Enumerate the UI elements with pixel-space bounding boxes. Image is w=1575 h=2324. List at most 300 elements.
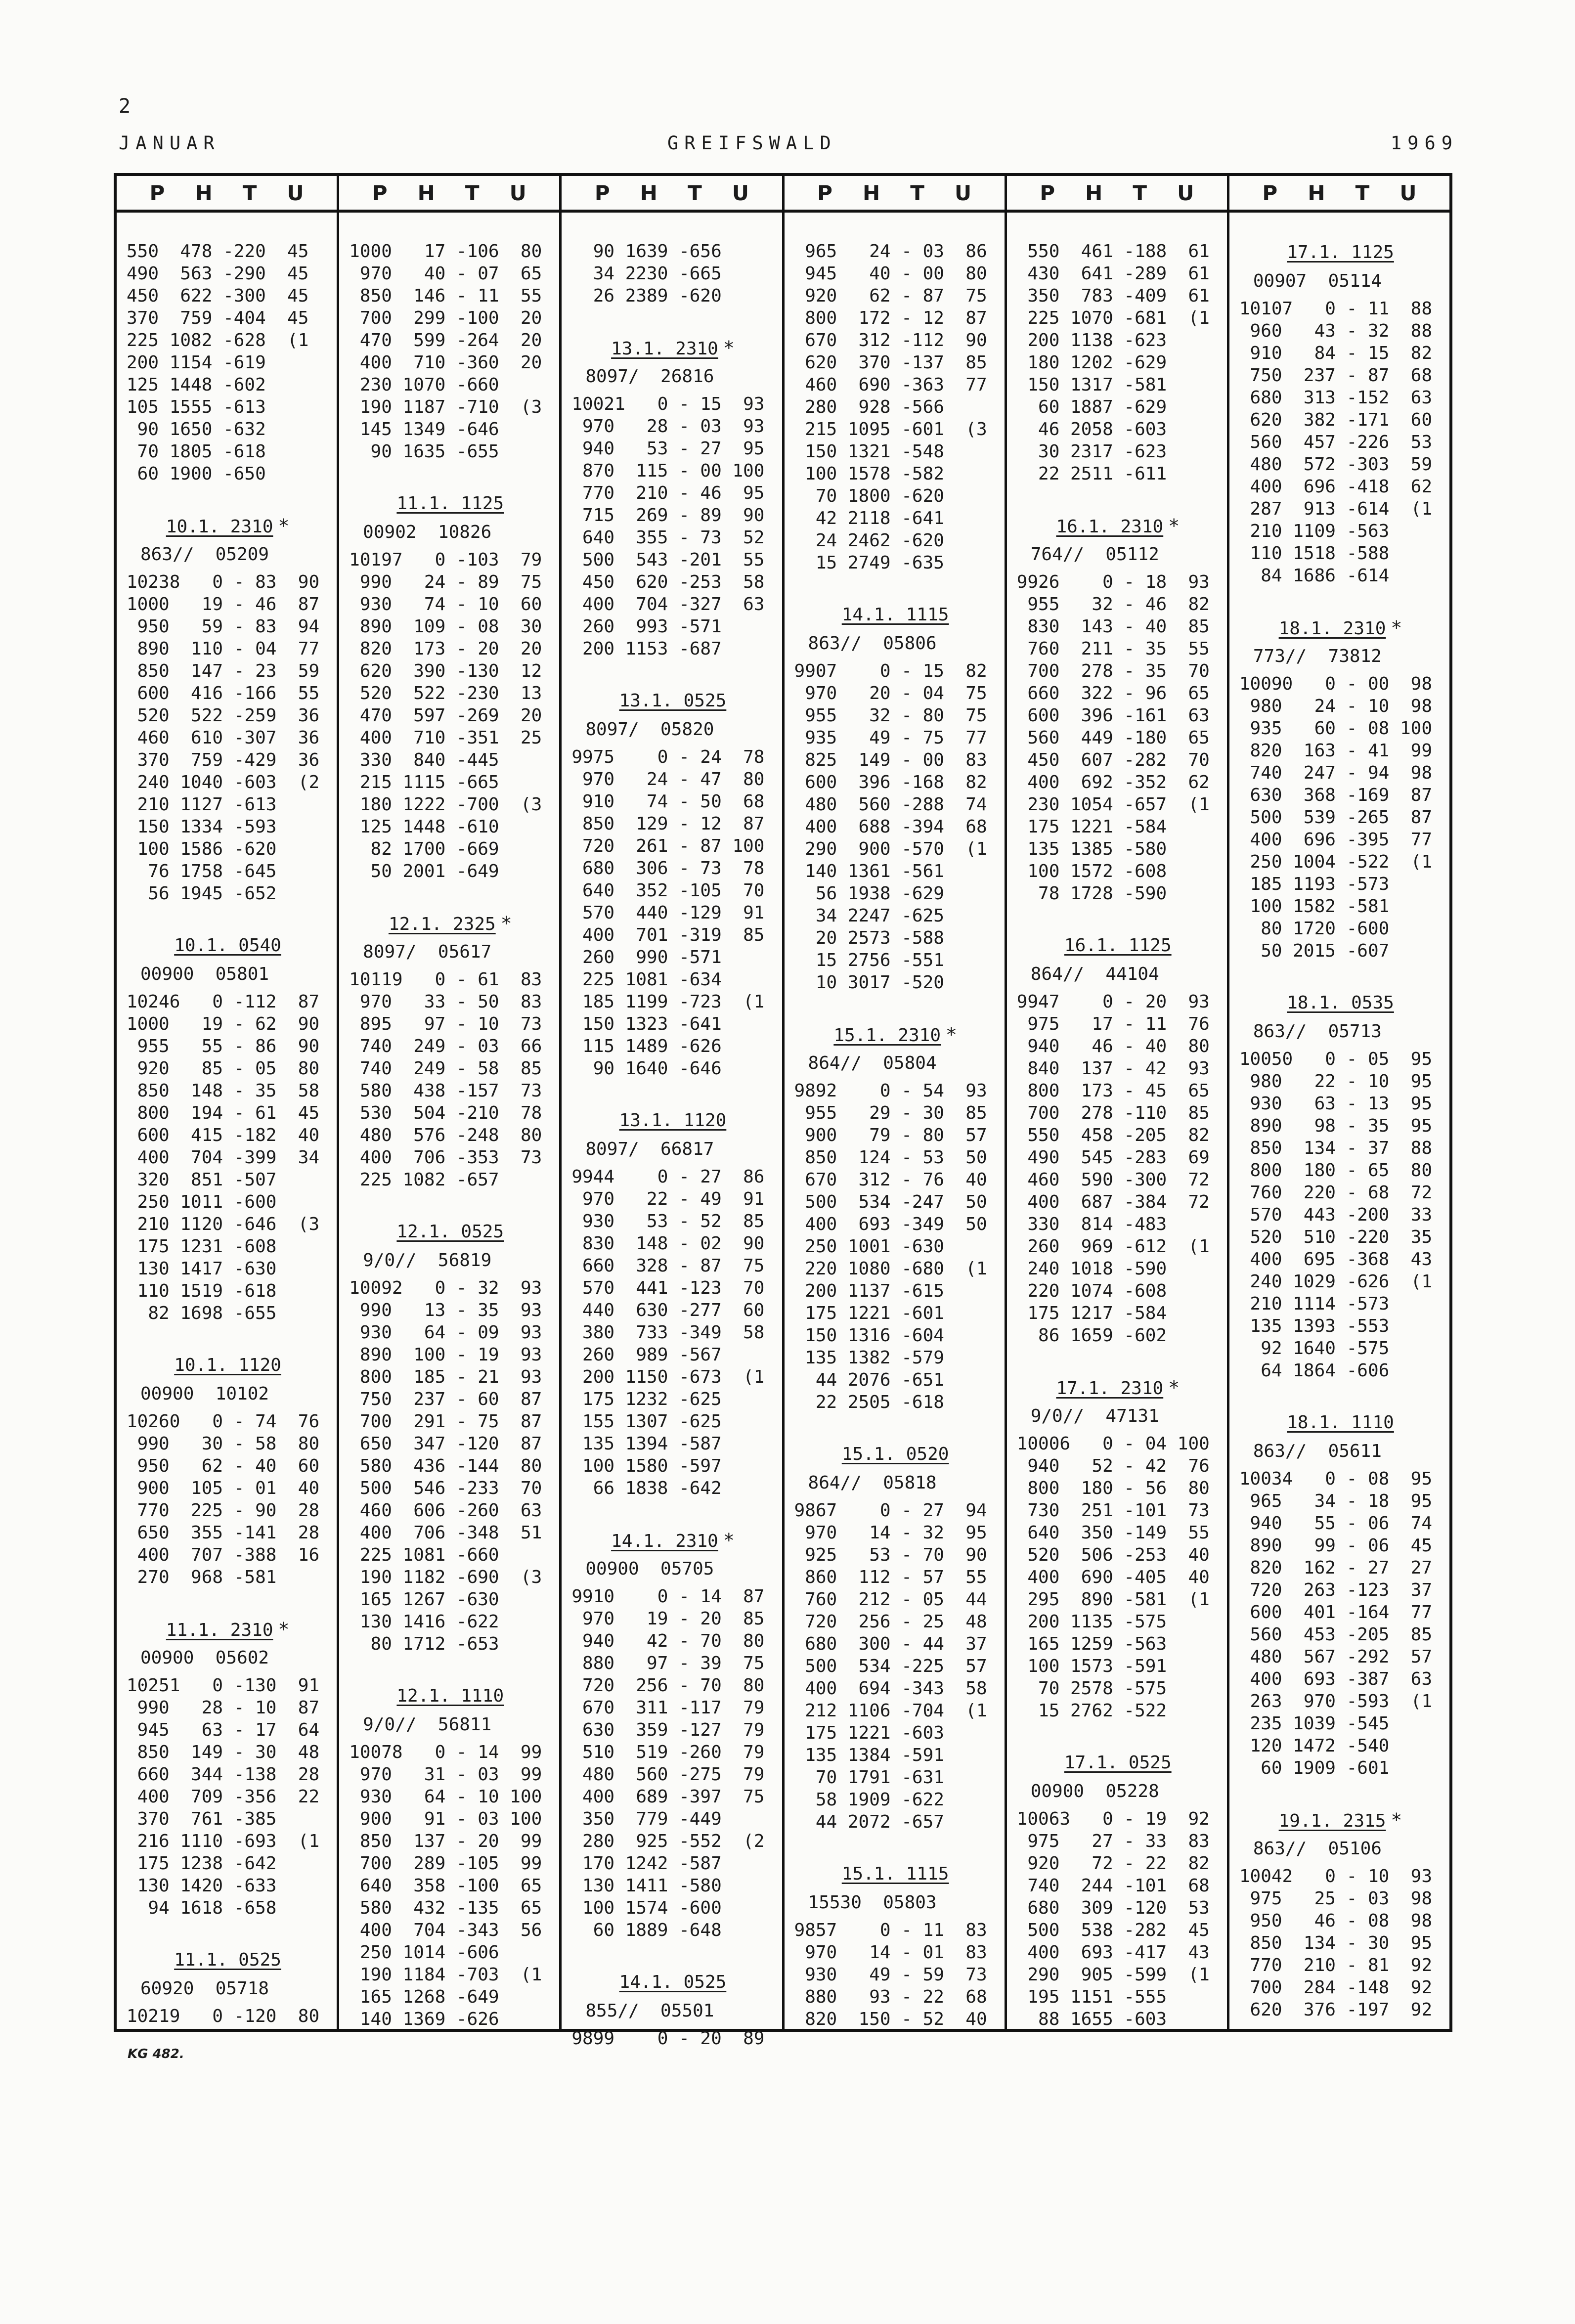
table-row: 270 968 -581	[127, 1567, 277, 1587]
station-code: 00900 05705	[585, 1559, 714, 1579]
table-row: 510 519 -260 79	[571, 1742, 765, 1762]
station-code: 8097/ 26816	[585, 366, 714, 387]
column-header-label: T	[242, 180, 257, 205]
table-row: 850 137 - 20 99	[349, 1831, 542, 1851]
observation-time-title	[349, 1684, 551, 1709]
observation-time-label: 12.1. 2325	[388, 914, 496, 934]
table-row: 100 1586 -620	[127, 839, 277, 859]
table-row: 970 14 - 32 95	[794, 1523, 987, 1543]
table-row: 88 1655 -603	[1016, 2009, 1167, 2029]
sounding-block	[1239, 1779, 1442, 2021]
table-row: 20 2573 -588	[794, 928, 944, 948]
table-row: 100 1572 -608	[1016, 861, 1167, 881]
sounding-block	[1239, 587, 1442, 962]
table-row: 740 247 - 94 98	[1239, 763, 1432, 783]
table-row: 400 706 -348 51	[349, 1523, 542, 1543]
table-row: 950 59 - 83 94	[127, 616, 320, 637]
observation-time-title	[349, 491, 551, 516]
sounding-block	[349, 240, 551, 463]
asterisk-mark: *	[1168, 515, 1180, 537]
table-row: 990 24 - 89 75	[349, 572, 542, 592]
table-row: 715 269 - 89 90	[571, 505, 765, 526]
table-row: 680 306 - 73 78	[571, 858, 765, 878]
table-row: 175 1217 -584	[1016, 1303, 1167, 1323]
table-row: 930 64 - 10 100	[349, 1787, 542, 1807]
observation-time-label: 15.1. 2310	[833, 1025, 941, 1046]
table-row: 700 278 -110 85	[1016, 1103, 1210, 1123]
table-row: 400 689 -397 75	[571, 1787, 765, 1807]
station-code: 864// 05818	[808, 1473, 937, 1493]
table-row: 120 1472 -540	[1239, 1736, 1390, 1756]
table-row: 165 1267 -630	[349, 1589, 499, 1610]
observation-time-label: 11.1. 2310	[166, 1620, 273, 1640]
table-row: 330 840 -445	[349, 750, 499, 770]
column-header	[339, 176, 559, 213]
table-row: 220 1074 -608	[1016, 1281, 1167, 1301]
asterisk-mark: *	[946, 1024, 957, 1046]
table-row: 235 1039 -545	[1239, 1713, 1390, 1734]
sounding-block	[127, 240, 329, 485]
table-row: 215 1115 -665	[349, 772, 499, 792]
table-row: 935 60 - 08 100	[1239, 718, 1432, 739]
table-row: 640 352 -105 70	[571, 880, 765, 901]
table-row: 460 606 -260 63	[349, 1500, 542, 1521]
table-row: 26 2389 -620	[571, 286, 722, 306]
table-row: 9899 0 - 20 89	[571, 2028, 765, 2049]
table-row: 9910 0 - 14 87	[571, 1586, 765, 1607]
table-row: 34 2247 -625	[794, 906, 944, 926]
table-row: 9947 0 - 20 93	[1016, 992, 1210, 1012]
table-row: 175 1221 -603	[794, 1723, 944, 1743]
station-code: 00907 05114	[1253, 271, 1382, 291]
table-row: 760 220 - 68 72	[1239, 1183, 1432, 1203]
column-header-label: U	[1400, 180, 1417, 205]
table-row: 50 2001 -649	[349, 861, 499, 881]
table-row: 44 2076 -651	[794, 1370, 944, 1390]
sounding-block	[794, 574, 997, 994]
table-row: 135 1394 -587	[571, 1434, 722, 1454]
table-row: 970 33 - 50 83	[349, 992, 542, 1012]
table-row: 720 256 - 70 80	[571, 1675, 765, 1696]
table-row: 850 124 - 53 50	[794, 1147, 987, 1168]
table-row: 155 1307 -625	[571, 1411, 722, 1432]
sounding-block	[1239, 240, 1442, 587]
table-row: 10078 0 - 14 99	[349, 1742, 542, 1762]
table-row: 370 759 -404 45	[127, 308, 309, 328]
table-row: 260 990 -571	[571, 947, 722, 967]
table-row: 210 1109 -563	[1239, 521, 1390, 541]
table-row: 500 534 -225 57	[794, 1656, 987, 1676]
table-row: 60 1889 -648	[571, 1920, 722, 1940]
table-row: 225 1081 -634	[571, 969, 722, 990]
table-row: 640 358 -100 65	[349, 1876, 542, 1896]
sounding-block	[571, 1499, 774, 1941]
table-row: 560 453 -205 85	[1239, 1624, 1432, 1645]
table-row: 450 622 -300 45	[127, 286, 309, 306]
station-code: 00900 10102	[140, 1384, 269, 1404]
table-row: 175 1221 -584	[1016, 817, 1167, 837]
table-row: 930 53 - 52 85	[571, 1211, 765, 1231]
table-row: 950 62 - 40 60	[127, 1456, 320, 1476]
table-row: 9944 0 - 27 86	[571, 1167, 765, 1187]
table-row: 850 146 - 11 55	[349, 286, 542, 306]
station-code: 863// 05106	[1253, 1839, 1382, 1859]
table-row: 900 79 - 80 57	[794, 1125, 987, 1145]
observation-time-title	[127, 514, 329, 538]
table-row: 400 692 -352 62	[1016, 772, 1210, 792]
table-row: 800 180 - 56 80	[1016, 1478, 1210, 1498]
observation-time-title	[571, 1970, 774, 1995]
table-row: 175 1238 -642	[127, 1853, 277, 1874]
table-row: 955 55 - 86 90	[127, 1036, 320, 1056]
table-row: 945 40 - 00 80	[794, 263, 987, 284]
table-row: 680 313 -152 63	[1239, 388, 1432, 408]
table-row: 490 563 -290 45	[127, 263, 309, 284]
observation-time-label: 12.1. 0525	[396, 1222, 504, 1242]
column-header	[1007, 176, 1227, 213]
table-row: 520 522 -259 36	[127, 705, 320, 726]
table-row: 240 1040 -603 (2	[127, 772, 320, 792]
table-row: 990 28 - 10 87	[127, 1698, 320, 1718]
table-row: 130 1417 -630	[127, 1259, 277, 1279]
table-row: 750 237 - 60 87	[349, 1389, 542, 1409]
table-row: 600 396 -168 82	[794, 772, 987, 792]
table-row: 500 546 -233 70	[349, 1478, 542, 1498]
table-row: 670 311 -117 79	[571, 1698, 765, 1718]
table-row: 195 1151 -555	[1016, 1987, 1167, 2007]
observation-time-title	[794, 1442, 997, 1467]
table-row: 330 814 -483	[1016, 1214, 1167, 1234]
table-row: 185 1193 -573	[1239, 874, 1390, 894]
table-row: 975 27 - 33 83	[1016, 1831, 1210, 1851]
column-header-label: H	[1308, 180, 1325, 205]
table-row: 870 115 - 00 100	[571, 461, 765, 481]
table-row: 60 1887 -629	[1016, 397, 1167, 417]
station-code: 00900 05602	[140, 1648, 269, 1668]
table-row: 430 641 -289 61	[1016, 263, 1210, 284]
table-row: 480 567 -292 57	[1239, 1647, 1432, 1667]
table-row: 86 1659 -602	[1016, 1325, 1167, 1346]
table-row: 215 1095 -601 (3	[794, 419, 987, 439]
table-row: 90 1650 -632	[127, 419, 266, 439]
station-code: 9/0// 56819	[363, 1250, 492, 1271]
table-row: 820 173 - 20 20	[349, 639, 542, 659]
table-row: 210 1114 -573	[1239, 1294, 1390, 1314]
header-month: JANUAR	[119, 132, 220, 154]
table-row: 930 63 - 13 95	[1239, 1094, 1432, 1114]
table-column	[1007, 176, 1229, 2029]
table-row: 400 696 -395 77	[1239, 830, 1432, 850]
column-header-label: T	[1355, 180, 1370, 205]
table-row: 620 370 -137 85	[794, 352, 987, 373]
sounding-block	[794, 1413, 997, 1833]
table-row: 100 1573 -591	[1016, 1656, 1167, 1676]
asterisk-mark: *	[723, 337, 735, 359]
table-row: 105 1555 -613	[127, 397, 266, 417]
table-row: 500 534 -247 50	[794, 1192, 987, 1212]
table-row: 800 194 - 61 45	[127, 1103, 320, 1123]
table-row: 470 597 -269 20	[349, 705, 542, 726]
table-row: 820 162 - 27 27	[1239, 1558, 1432, 1578]
station-code: 864// 44104	[1030, 964, 1159, 984]
table-row: 910 74 - 50 68	[571, 791, 765, 812]
table-row: 200 1153 -687	[571, 639, 722, 659]
table-row: 975 17 - 11 76	[1016, 1014, 1210, 1034]
observation-time-label: 18.1. 0535	[1287, 993, 1394, 1013]
form-number: KG 482.	[128, 2047, 184, 2061]
table-row: 670 312 - 76 40	[794, 1170, 987, 1190]
observation-time-label: 19.1. 2315	[1278, 1811, 1386, 1831]
table-row: 630 359 -127 79	[571, 1720, 765, 1740]
observation-time-title	[571, 1528, 774, 1553]
table-row: 185 1199 -723 (1	[571, 992, 765, 1012]
observation-time-title	[1239, 1808, 1442, 1833]
column-header-label: P	[372, 180, 388, 205]
sounding-block	[349, 463, 551, 882]
station-code: 764// 05112	[1030, 544, 1159, 565]
table-row: 970 14 - 01 83	[794, 1942, 987, 1963]
table-row: 22 2511 -611	[1016, 464, 1167, 484]
table-row: 480 576 -248 80	[349, 1125, 542, 1145]
table-row: 94 1618 -658	[127, 1898, 277, 1918]
table-column	[785, 176, 1007, 2029]
table-row: 10119 0 - 61 83	[349, 969, 542, 990]
column-header-label: U	[1177, 180, 1194, 205]
table-row: 110 1519 -618	[127, 1281, 277, 1301]
station-code: 773// 73812	[1253, 646, 1382, 666]
sounding-block	[571, 307, 774, 660]
observation-time-title	[1239, 1410, 1442, 1435]
sounding-block	[571, 1080, 774, 1499]
table-row: 820 150 - 52 40	[794, 2009, 987, 2029]
table-row: 370 759 -429 36	[127, 750, 320, 770]
table-row: 10021 0 - 15 93	[571, 394, 765, 414]
sounding-block	[127, 1588, 329, 1919]
table-row: 260 969 -612 (1	[1016, 1236, 1210, 1257]
table-row: 10034 0 - 08 95	[1239, 1469, 1432, 1489]
table-row: 950 46 - 08 98	[1239, 1911, 1432, 1931]
table-row: 700 299 -100 20	[349, 308, 542, 328]
table-row: 800 185 - 21 93	[349, 1367, 542, 1387]
sounding-block	[571, 1941, 774, 2050]
asterisk-mark: *	[278, 1619, 290, 1640]
table-row: 80 1720 -600	[1239, 919, 1390, 939]
table-row: 930 49 - 59 73	[794, 1965, 987, 1985]
table-row: 263 970 -593 (1	[1239, 1691, 1432, 1711]
station-code: 8097/ 05617	[363, 942, 492, 962]
observation-time-label: 14.1. 1115	[841, 605, 949, 625]
table-row: 400 688 -394 68	[794, 817, 987, 837]
table-row: 190 1187 -710 (3	[349, 397, 542, 417]
observation-time-label: 12.1. 1110	[396, 1686, 504, 1706]
table-row: 935 49 - 75 77	[794, 728, 987, 748]
table-row: 920 62 - 87 75	[794, 286, 987, 306]
table-row: 500 543 -201 55	[571, 550, 765, 570]
table-row: 830 143 - 40 85	[1016, 616, 1210, 637]
table-row: 770 210 - 81 92	[1239, 1955, 1432, 1975]
column-header-label: U	[732, 180, 749, 205]
table-row: 370 761 -385	[127, 1809, 277, 1829]
table-row: 740 244 -101 68	[1016, 1876, 1210, 1896]
table-column	[562, 176, 784, 2049]
table-row: 56 1945 -652	[127, 883, 277, 904]
observation-time-title	[1017, 514, 1219, 538]
table-row: 240 1018 -590	[1016, 1259, 1167, 1279]
table-row: 140 1369 -626	[349, 2009, 499, 2029]
table-row: 100 1582 -581	[1239, 896, 1390, 917]
observation-time-label: 13.1. 0525	[619, 691, 727, 711]
table-column	[117, 176, 339, 2029]
table-row: 970 20 - 04 75	[794, 683, 987, 703]
table-row: 990 13 - 35 93	[349, 1300, 542, 1320]
table-row: 600 416 -166 55	[127, 683, 320, 703]
sounding-block	[1017, 1347, 1219, 1722]
table-row: 90 1640 -646	[571, 1058, 722, 1079]
table-row: 100 1574 -600	[571, 1898, 722, 1918]
table-row: 530 504 -210 78	[349, 1103, 542, 1123]
table-row: 10197 0 -103 79	[349, 550, 542, 570]
sounding-block	[571, 240, 774, 307]
sounding-block	[127, 1919, 329, 2027]
table-row: 440 630 -277 60	[571, 1300, 765, 1320]
station-code: 863// 05806	[808, 633, 937, 654]
observation-time-label: 10.1. 1120	[174, 1355, 281, 1375]
table-row: 910 84 - 15 82	[1239, 343, 1432, 363]
table-row: 970 31 - 03 99	[349, 1764, 542, 1785]
observation-time-label: 17.1. 1125	[1287, 242, 1394, 263]
asterisk-mark: *	[278, 515, 290, 537]
table-row: 480 572 -303 59	[1239, 454, 1432, 475]
observation-time-label: 16.1. 2310	[1056, 517, 1164, 537]
table-row: 287 913 -614 (1	[1239, 499, 1432, 519]
sounding-block	[349, 1191, 551, 1655]
table-row: 400 704 -327 63	[571, 594, 765, 614]
table-row: 400 704 -399 34	[127, 1147, 320, 1168]
observation-time-title	[127, 933, 329, 958]
sounding-block	[127, 905, 329, 1324]
observation-time-title	[127, 1353, 329, 1378]
table-row: 480 560 -288 74	[794, 794, 987, 815]
observation-time-label: 17.1. 2310	[1056, 1378, 1164, 1399]
table-row: 660 322 - 96 65	[1016, 683, 1210, 703]
table-row: 520 510 -220 35	[1239, 1227, 1432, 1247]
table-row: 920 72 - 22 82	[1016, 1853, 1210, 1874]
table-row: 920 85 - 05 80	[127, 1058, 320, 1079]
table-row: 980 24 - 10 98	[1239, 696, 1432, 716]
observation-time-title	[794, 1862, 997, 1886]
table-row: 880 93 - 22 68	[794, 1987, 987, 2007]
table-row: 10107 0 - 11 88	[1239, 299, 1432, 319]
table-row: 9907 0 - 15 82	[794, 661, 987, 681]
table-row: 925 53 - 70 90	[794, 1545, 987, 1565]
table-row: 10 3017 -520	[794, 972, 944, 993]
table-row: 290 900 -570 (1	[794, 839, 987, 859]
observation-time-title	[1017, 1375, 1219, 1400]
header-year: 1969	[1390, 132, 1458, 154]
table-row: 115 1489 -626	[571, 1036, 722, 1056]
table-row: 290 905 -599 (1	[1016, 1965, 1210, 1985]
table-row: 520 506 -253 40	[1016, 1545, 1210, 1565]
table-row: 10092 0 - 32 93	[349, 1278, 542, 1298]
table-row: 9926 0 - 18 93	[1016, 572, 1210, 592]
table-row: 180 1222 -700 (3	[349, 794, 542, 815]
column-header	[785, 176, 1005, 213]
sounding-block	[349, 882, 551, 1191]
table-row: 34 2230 -665	[571, 263, 722, 284]
table-row: 620 376 -197 92	[1239, 2000, 1432, 2020]
table-row: 850 134 - 30 95	[1239, 1933, 1432, 1953]
sounding-block	[1017, 240, 1219, 485]
table-row: 260 989 -567	[571, 1345, 722, 1365]
table-row: 945 63 - 17 64	[127, 1720, 320, 1740]
table-row: 600 396 -161 63	[1016, 705, 1210, 726]
table-row: 135 1393 -553	[1239, 1316, 1390, 1336]
station-code: 00900 05801	[140, 964, 269, 984]
table-row: 400 693 -417 43	[1016, 1942, 1210, 1963]
table-row: 78 1728 -590	[1016, 883, 1167, 904]
table-row: 44 2072 -657	[794, 1812, 944, 1832]
table-row: 60 1909 -601	[1239, 1758, 1390, 1778]
table-row: 570 440 -129 91	[571, 903, 765, 923]
table-row: 250 1014 -606	[349, 1942, 499, 1963]
table-row: 940 46 - 40 80	[1016, 1036, 1210, 1056]
table-row: 92 1640 -575	[1239, 1338, 1390, 1359]
table-row: 550 461 -188 61	[1016, 241, 1210, 262]
observation-time-title	[1239, 615, 1442, 640]
table-row: 9857 0 - 11 83	[794, 1920, 987, 1940]
sounding-block	[794, 240, 997, 574]
table-row: 740 249 - 03 66	[349, 1036, 542, 1056]
table-row: 210 1127 -613	[127, 794, 277, 815]
table-row: 1000 19 - 62 90	[127, 1014, 320, 1034]
table-row: 130 1420 -633	[127, 1876, 277, 1896]
table-row: 400 709 -356 22	[127, 1787, 320, 1807]
table-row: 820 163 - 41 99	[1239, 741, 1432, 761]
column-header-label: T	[688, 180, 702, 205]
table-row: 9892 0 - 54 93	[794, 1081, 987, 1101]
table-row: 400 693 -349 50	[794, 1214, 987, 1234]
table-row: 490 545 -283 69	[1016, 1147, 1210, 1168]
table-row: 15 2749 -635	[794, 553, 944, 573]
observation-time-label: 18.1. 1110	[1287, 1412, 1394, 1433]
table-row: 570 441 -123 70	[571, 1278, 765, 1298]
table-row: 860 112 - 57 55	[794, 1567, 987, 1587]
table-row: 200 1138 -623	[1016, 330, 1167, 351]
table-row: 150 1323 -641	[571, 1014, 722, 1034]
table-row: 80 1712 -653	[349, 1634, 499, 1654]
column-header-label: U	[287, 180, 304, 205]
table-row: 965 24 - 03 86	[794, 241, 987, 262]
table-row: 56 1938 -629	[794, 883, 944, 904]
table-row: 90 1635 -655	[349, 441, 499, 462]
table-row: 175 1232 -625	[571, 1389, 722, 1409]
table-row: 580 438 -157 73	[349, 1081, 542, 1101]
station-code: 8097/ 05820	[585, 719, 714, 740]
table-row: 720 256 - 25 48	[794, 1612, 987, 1632]
table-row: 680 309 -120 53	[1016, 1898, 1210, 1918]
table-row: 400 710 -351 25	[349, 728, 542, 748]
sounding-block	[571, 660, 774, 1080]
table-row: 180 1202 -629	[1016, 352, 1167, 373]
column-header-label: H	[195, 180, 213, 205]
table-row: 930 64 - 09 93	[349, 1322, 542, 1343]
table-row: 10063 0 - 19 92	[1016, 1809, 1210, 1829]
table-row: 480 560 -275 79	[571, 1764, 765, 1785]
station-code: 00900 05228	[1030, 1781, 1159, 1801]
table-row: 175 1231 -608	[127, 1236, 277, 1257]
table-row: 700 278 - 35 70	[1016, 661, 1210, 681]
table-row: 660 344 -138 28	[127, 1764, 320, 1785]
